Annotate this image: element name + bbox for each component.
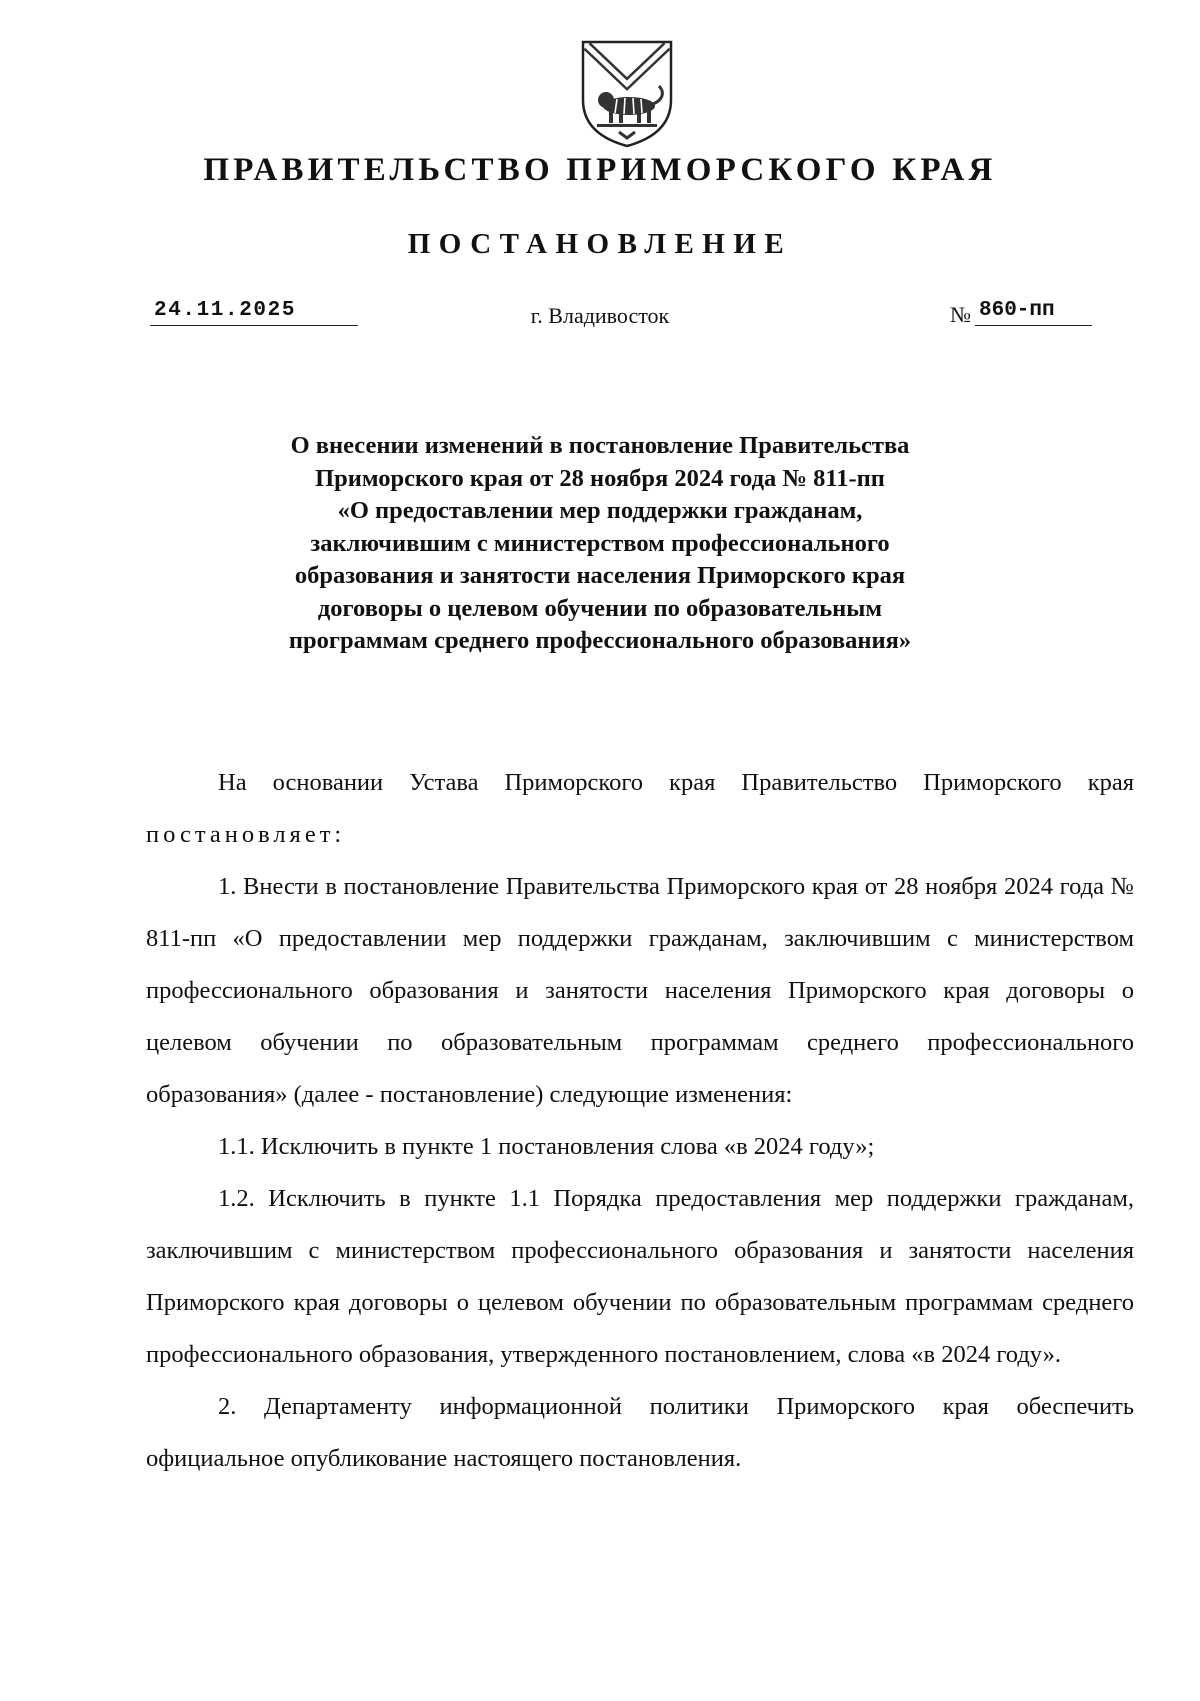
subject-line: программам среднего профессионального образования»	[288, 627, 912, 654]
document-number: 860-пп	[975, 299, 1092, 326]
paragraph-1-2: 1.2. Исключить в пункте 1.1 Порядка предоставления мер поддержки гражданам, заключившим с министерством профессионального образования и занятости населения Приморского края договоры о целевом обучении по образовательным программам среднего профессионального образования, утвержденного постановлением, слова «в 2024 году».	[146, 1185, 1134, 1368]
subject-line: «О предоставлении мер поддержки гражданам,	[337, 497, 863, 524]
intro-text: На основании Устава Приморского края Правительство Приморского края	[218, 769, 1134, 796]
subject-line: заключившим с министерством профессионального	[310, 529, 890, 557]
subject-line: договоры о целевом обучении по образовательным	[317, 594, 883, 622]
document-date: 24.11.2025	[150, 299, 358, 326]
document-subject	[200, 430, 1000, 658]
number-sign: №	[950, 302, 971, 327]
government-title: ПРАВИТЕЛЬСТВО ПРИМОРСКОГО КРАЯ	[203, 152, 997, 188]
document-type: ПОСТАНОВЛЕНИЕ	[407, 228, 793, 260]
paragraph-1-1: 1.1. Исключить в пункте 1 постановления слова «в 2024 году»;	[218, 1133, 875, 1160]
paragraph-2: 2. Департаменту информационной политики Приморского края обеспечить официальное опубликование настоящего постановления.	[146, 1393, 1134, 1472]
document-body	[146, 757, 1134, 1485]
coat-of-arms-emblem	[579, 38, 675, 148]
subject-line: Приморского края от 28 ноября 2024 года № 811-пп	[315, 464, 885, 492]
paragraph-1: 1. Внести в постановление Правительства Приморского края от 28 ноября 2024 года № 811-пп «О предоставлении мер поддержки гражданам, заключившим с министерством профессионального образования и занятости населения Приморского края договоры о целевом обучении по образовательным программам среднего профессионального образования» (далее - постановление) следующие изменения:	[146, 873, 1134, 1108]
document-city: г. Владивосток	[530, 303, 670, 328]
subject-line: О внесении изменений в постановление Правительства	[290, 432, 910, 459]
intro-paragraph	[146, 757, 1134, 861]
intro-verb: постановляет:	[146, 821, 346, 848]
subject-line: образования и занятости населения Приморского края	[294, 562, 906, 589]
